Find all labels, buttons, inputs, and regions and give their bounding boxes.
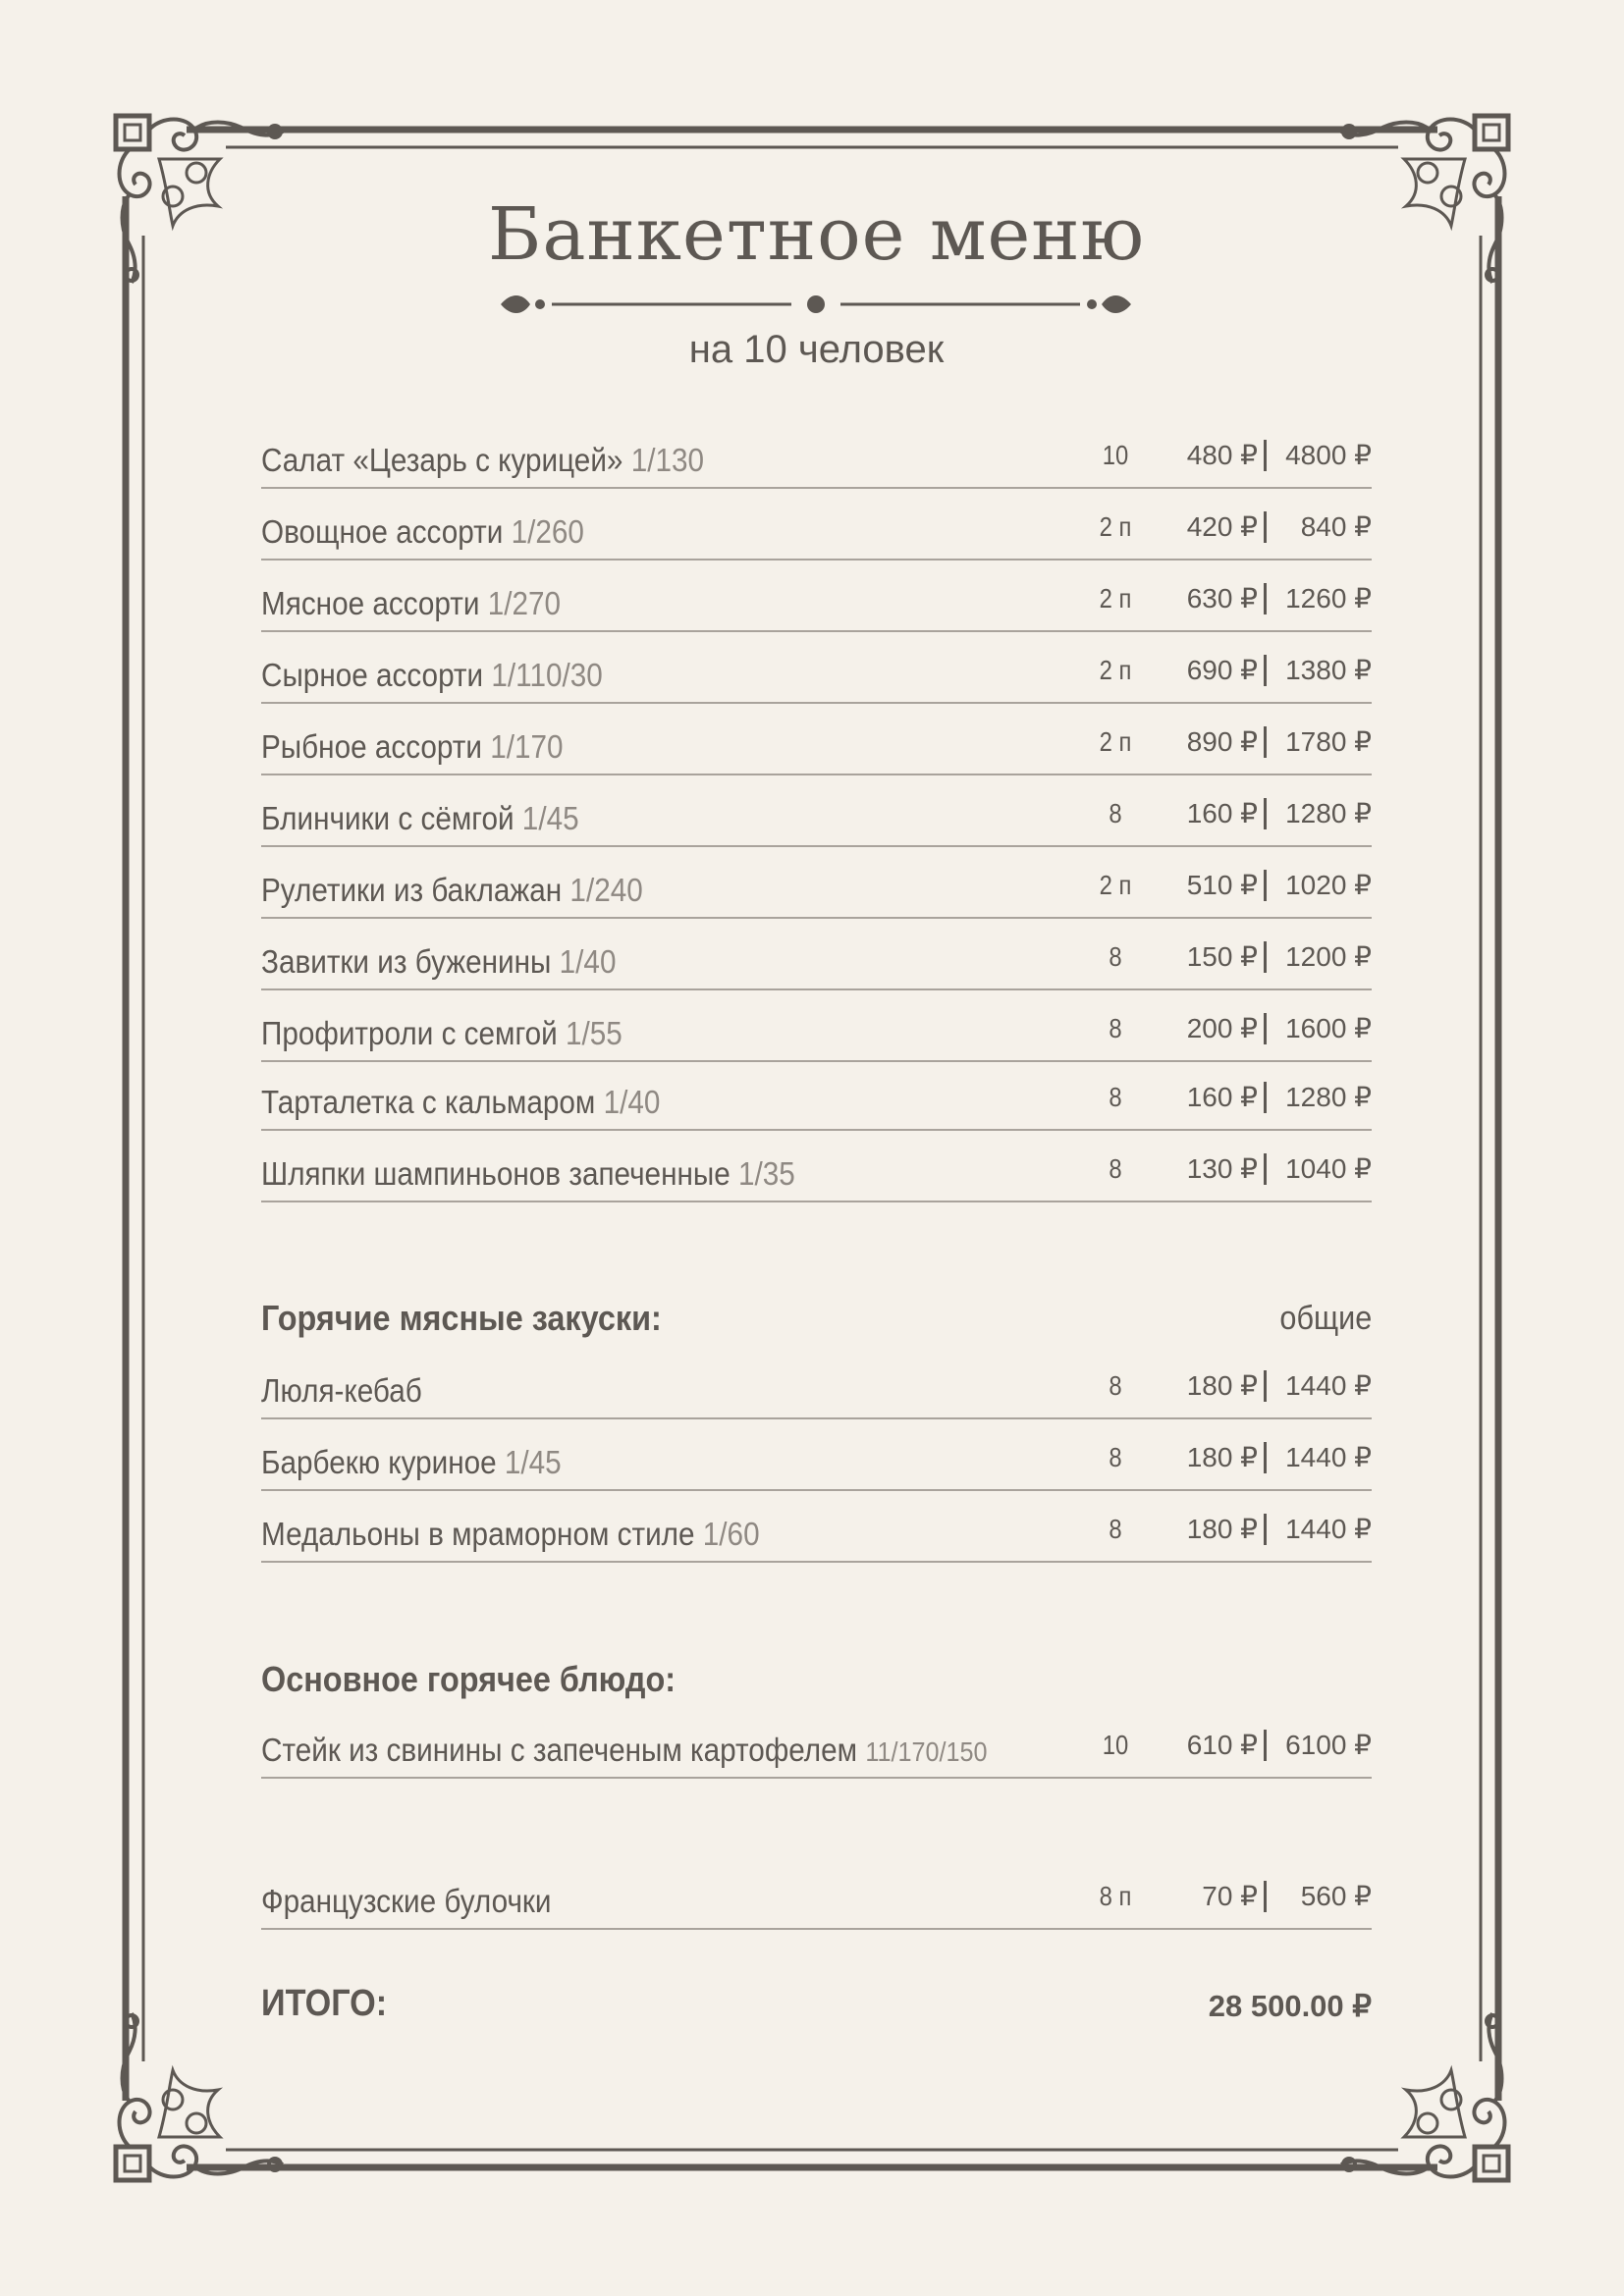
menu-row	[261, 1492, 1372, 1563]
page-subtitle: на 10 человек	[688, 328, 945, 371]
dish-name-line	[261, 1155, 795, 1193]
dish-price: 690 ₽	[1186, 655, 1258, 685]
price-separator	[1264, 440, 1267, 471]
menu-row	[261, 705, 1372, 775]
dish-price: 180 ₽	[1186, 1370, 1258, 1401]
dish-price: 160 ₽	[1186, 798, 1258, 828]
dish-weight: 1/45	[504, 1444, 562, 1480]
dish-qty: 10	[1102, 440, 1129, 470]
menu-row	[261, 490, 1372, 561]
price-separator	[1264, 870, 1267, 901]
dish-qty: 2 п	[1099, 870, 1132, 900]
menu-row	[261, 418, 1372, 489]
dish-name: Рулетики из баклажан	[261, 872, 563, 908]
dish-weight: 1/45	[521, 800, 579, 836]
price-separator	[1264, 1442, 1267, 1473]
dish-name-line	[261, 728, 564, 766]
dish-price: 160 ₽	[1186, 1082, 1258, 1112]
dish-qty: 8	[1109, 798, 1122, 828]
dish-total: 1600 ₽	[1285, 1013, 1372, 1043]
dish-qty: 8	[1109, 1442, 1122, 1472]
dish-name: Салат «Цезарь с курицей»	[261, 442, 623, 478]
menu-row	[261, 1708, 1372, 1779]
dish-total: 1200 ₽	[1285, 941, 1372, 972]
dish-total: 1280 ₽	[1285, 798, 1372, 828]
menu-row	[261, 776, 1372, 847]
dish-name: Тарталетка с кальмаром	[261, 1084, 596, 1120]
dish-qty: 8	[1109, 1153, 1122, 1184]
menu-row	[261, 1060, 1372, 1131]
price-separator	[1264, 941, 1267, 973]
menu-row	[261, 1420, 1372, 1491]
dish-name: Барбекю куриное	[261, 1444, 497, 1480]
dish-weight: 1/260	[511, 513, 584, 550]
dish-qty: 8	[1109, 1514, 1122, 1544]
dish-name-line	[261, 1084, 660, 1121]
dish-name: Овощное ассорти	[261, 513, 504, 550]
dish-price: 630 ₽	[1186, 583, 1258, 614]
menu-content	[261, 0, 1372, 2296]
price-separator	[1264, 798, 1267, 829]
dish-name-line	[261, 513, 584, 551]
page-title: Банкетное меню	[487, 192, 1146, 277]
section-title-main-hot: Основное горячее блюдо:	[261, 1659, 677, 1699]
dish-weight: 1/40	[559, 943, 617, 980]
grand-total-label: ИТОГО:	[261, 1983, 388, 2024]
dish-name-line	[261, 1883, 552, 1920]
dish-qty: 2 п	[1099, 726, 1132, 757]
dish-price: 180 ₽	[1186, 1442, 1258, 1472]
dish-total: 1440 ₽	[1285, 1514, 1372, 1544]
dish-qty: 10	[1102, 1730, 1129, 1760]
dish-name: Мясное ассорти	[261, 585, 480, 621]
dish-weight: 1/40	[603, 1084, 661, 1120]
price-separator	[1264, 726, 1267, 758]
grand-total-value: 28 500.00 ₽	[1208, 1989, 1372, 2023]
menu-row	[261, 633, 1372, 704]
menu-row	[261, 1859, 1372, 1930]
price-separator	[1264, 1082, 1267, 1113]
price-separator	[1264, 1013, 1267, 1044]
dish-name-line	[261, 1372, 422, 1410]
dish-total: 4800 ₽	[1285, 440, 1372, 470]
dish-price: 70 ₽	[1202, 1881, 1258, 1911]
dish-name: Люля-кебаб	[261, 1372, 422, 1409]
title-divider-ornament	[497, 287, 1135, 322]
dish-total: 6100 ₽	[1285, 1730, 1372, 1760]
dish-name: Сырное ассорти	[261, 657, 484, 693]
dish-total: 840 ₽	[1300, 511, 1372, 542]
dish-price: 480 ₽	[1186, 440, 1258, 470]
price-separator	[1264, 511, 1267, 543]
dish-price: 890 ₽	[1186, 726, 1258, 757]
dish-name: Блинчики с сёмгой	[261, 800, 514, 836]
dish-price: 150 ₽	[1186, 941, 1258, 972]
dish-name-line	[261, 1015, 623, 1052]
dish-qty: 8	[1109, 1370, 1122, 1401]
menu-row	[261, 1132, 1372, 1202]
dish-name: Шляпки шампиньонов запеченные	[261, 1155, 731, 1192]
price-separator	[1264, 1153, 1267, 1185]
dish-weight: 1/60	[702, 1516, 760, 1552]
menu-row	[261, 920, 1372, 990]
dish-name-line	[261, 872, 643, 909]
dish-qty: 2 п	[1099, 583, 1132, 614]
section-note: общие	[1279, 1300, 1372, 1337]
dish-name: Завитки из буженины	[261, 943, 552, 980]
dish-total: 1040 ₽	[1285, 1153, 1372, 1184]
section-title-hot-snacks: Горячие мясные закуски:	[261, 1298, 662, 1338]
dish-name: Стейк из свинины с запеченым картофелем	[261, 1732, 858, 1768]
dish-name: Французские булочки	[261, 1883, 552, 1919]
dish-price: 610 ₽	[1186, 1730, 1258, 1760]
menu-row	[261, 1349, 1372, 1419]
dish-weight: 1/240	[569, 872, 643, 908]
dish-weight: 1/35	[738, 1155, 795, 1192]
menu-row	[261, 561, 1372, 632]
dish-name: Медальоны в мраморном стиле	[261, 1516, 695, 1552]
price-separator	[1264, 1730, 1267, 1761]
dish-name-line	[261, 657, 603, 694]
dish-total: 1440 ₽	[1285, 1370, 1372, 1401]
dish-qty: 8	[1109, 941, 1122, 972]
dish-total: 1380 ₽	[1285, 655, 1372, 685]
dish-weight: 11/170/150	[865, 1736, 988, 1767]
dish-total: 1260 ₽	[1285, 583, 1372, 614]
dish-name-line	[261, 1444, 562, 1481]
dish-weight: 1/170	[490, 728, 564, 765]
menu-row	[261, 848, 1372, 919]
dish-name-line	[261, 800, 579, 837]
dish-price: 420 ₽	[1186, 511, 1258, 542]
dish-price: 180 ₽	[1186, 1514, 1258, 1544]
dish-weight: 1/110/30	[491, 657, 603, 693]
dish-name-line	[261, 1732, 988, 1769]
menu-row	[261, 991, 1372, 1062]
dish-qty: 2 п	[1099, 511, 1132, 542]
dish-total: 1440 ₽	[1285, 1442, 1372, 1472]
price-separator	[1264, 1370, 1267, 1402]
price-separator	[1264, 655, 1267, 686]
dish-total: 1280 ₽	[1285, 1082, 1372, 1112]
dish-name-line	[261, 943, 616, 981]
dish-price: 200 ₽	[1186, 1013, 1258, 1043]
dish-price: 130 ₽	[1186, 1153, 1258, 1184]
dish-price: 510 ₽	[1186, 870, 1258, 900]
dish-total: 1780 ₽	[1285, 726, 1372, 757]
dish-qty: 8	[1109, 1082, 1122, 1112]
dish-weight: 1/130	[630, 442, 705, 478]
dish-weight: 1/55	[566, 1015, 623, 1051]
dish-qty: 2 п	[1099, 655, 1132, 685]
dish-qty: 8	[1109, 1013, 1122, 1043]
dish-name: Профитроли с семгой	[261, 1015, 558, 1051]
dish-total: 1020 ₽	[1285, 870, 1372, 900]
dish-total: 560 ₽	[1300, 1881, 1372, 1911]
price-separator	[1264, 1514, 1267, 1545]
dish-name: Рыбное ассорти	[261, 728, 482, 765]
dish-name-line	[261, 1516, 760, 1553]
dish-name-line	[261, 442, 704, 479]
price-separator	[1264, 583, 1267, 614]
price-separator	[1264, 1881, 1267, 1912]
dish-name-line	[261, 585, 561, 622]
dish-qty: 8 п	[1099, 1881, 1132, 1911]
dish-weight: 1/270	[487, 585, 562, 621]
